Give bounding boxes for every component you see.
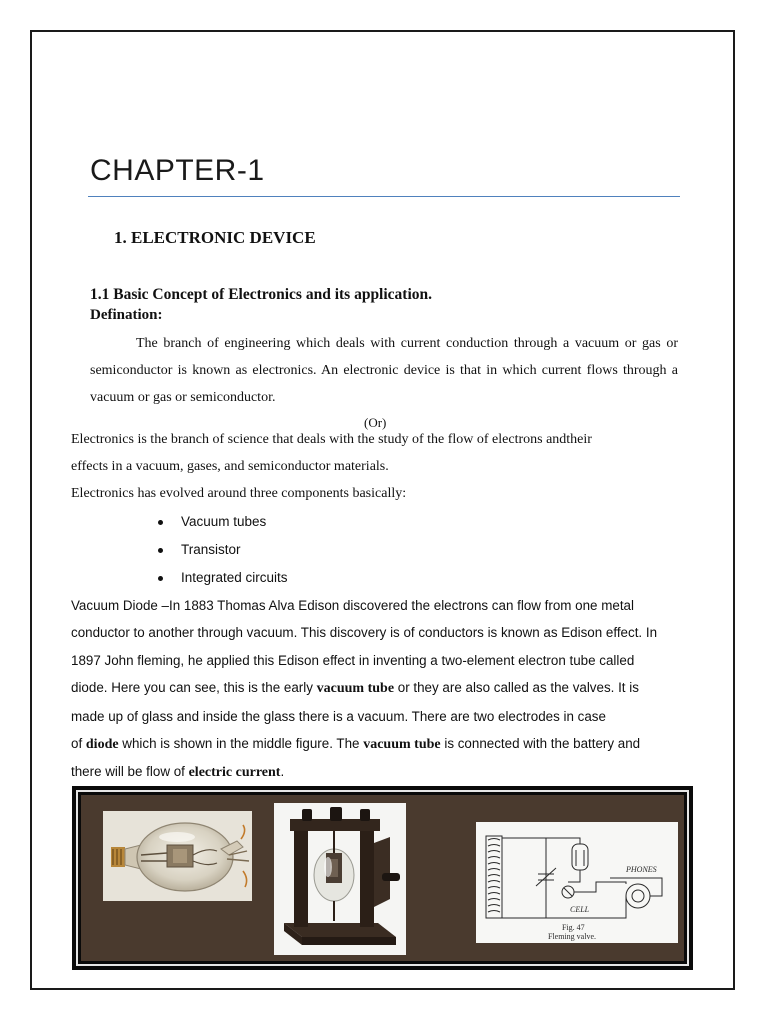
diagram-caption-title: Fleming valve. xyxy=(548,932,596,941)
bold-term: vacuum tube xyxy=(363,737,441,753)
alt-definition-line-2: effects in a vacuum, gases, and semiconductor materials. xyxy=(71,459,389,474)
diode-stand-photo xyxy=(274,803,406,955)
subsection-heading: 1.1 Basic Concept of Electronics and its application. xyxy=(90,286,433,303)
bullet-icon xyxy=(158,520,163,525)
line-text: is connected with the battery and xyxy=(440,736,641,752)
paragraph-line: made up of glass and inside the glass there is a vacuum. There are two electrodes in case xyxy=(71,708,606,724)
diode-stand-illustration xyxy=(274,803,406,955)
diagram-phones-label: PHONES xyxy=(626,865,657,874)
definition-label: Defination: xyxy=(90,307,163,323)
vacuum-bulb-photo xyxy=(103,811,252,901)
definition-paragraph: The branch of engineering which deals with current conduction through a vacuum or gas or semiconductor is known as electronics. An electronic device is that in which current flows through a vacuum or gas or semiconductor. xyxy=(90,336,678,405)
bold-term: diode xyxy=(85,737,119,753)
bold-term: electric current xyxy=(188,765,281,781)
section-heading: 1. ELECTRONIC DEVICE xyxy=(114,228,316,247)
alt-definition-line-1: Electronics is the branch of science that deals with the study of the flow of electrons andtheir xyxy=(71,432,592,447)
circuit-diagram-illustration xyxy=(476,822,678,943)
figure-frame xyxy=(72,786,693,970)
line-text: . xyxy=(280,764,285,780)
paragraph-line xyxy=(71,758,699,786)
list-item xyxy=(152,536,288,564)
fleming-valve-diagram xyxy=(476,822,678,943)
line-text: or they are also called as the valves. It is xyxy=(394,680,639,696)
list-item-label: Vacuum tubes xyxy=(181,514,267,529)
vacuum-diode-paragraph xyxy=(71,592,699,787)
or-separator: (Or) xyxy=(364,415,387,430)
line-text: which is shown in the middle figure. The xyxy=(118,736,364,752)
figure-inner-border xyxy=(76,790,689,966)
paragraph-line: Vacuum Diode –In 1883 Thomas Alva Edison discovered the electrons can flow from one metal xyxy=(71,598,634,613)
diagram-cell-label: CELL xyxy=(570,905,590,914)
bold-term: vacuum tube xyxy=(316,681,395,697)
components-list xyxy=(152,508,288,592)
line-text: there will be flow of xyxy=(71,764,189,780)
chapter-title-rule xyxy=(88,196,680,197)
list-item-label: Integrated circuits xyxy=(181,570,288,585)
figure-background xyxy=(81,795,684,961)
line-text: of xyxy=(71,736,86,752)
list-item-label: Transistor xyxy=(181,542,241,557)
bullet-icon xyxy=(158,548,163,553)
diagram-caption-number: Fig. 47 xyxy=(562,923,585,932)
paragraph-line: 1897 John fleming, he applied this Edison effect in inventing a two-element electron tube called xyxy=(71,652,635,668)
bullet-icon xyxy=(158,576,163,581)
components-intro: Electronics has evolved around three components basically: xyxy=(71,486,407,501)
paragraph-line xyxy=(71,730,699,758)
list-item xyxy=(152,564,288,592)
line-text: diode xyxy=(71,680,104,696)
vacuum-bulb-illustration xyxy=(103,811,252,901)
chapter-title: CHAPTER-1 xyxy=(90,154,265,187)
list-item xyxy=(152,508,288,536)
paragraph-line: conductor to another through vacuum. This discovery is of conductors is known as Edison effect. In xyxy=(71,625,658,641)
line-text: . Here you can see, this is the early xyxy=(103,680,317,696)
paragraph-line xyxy=(71,674,699,702)
